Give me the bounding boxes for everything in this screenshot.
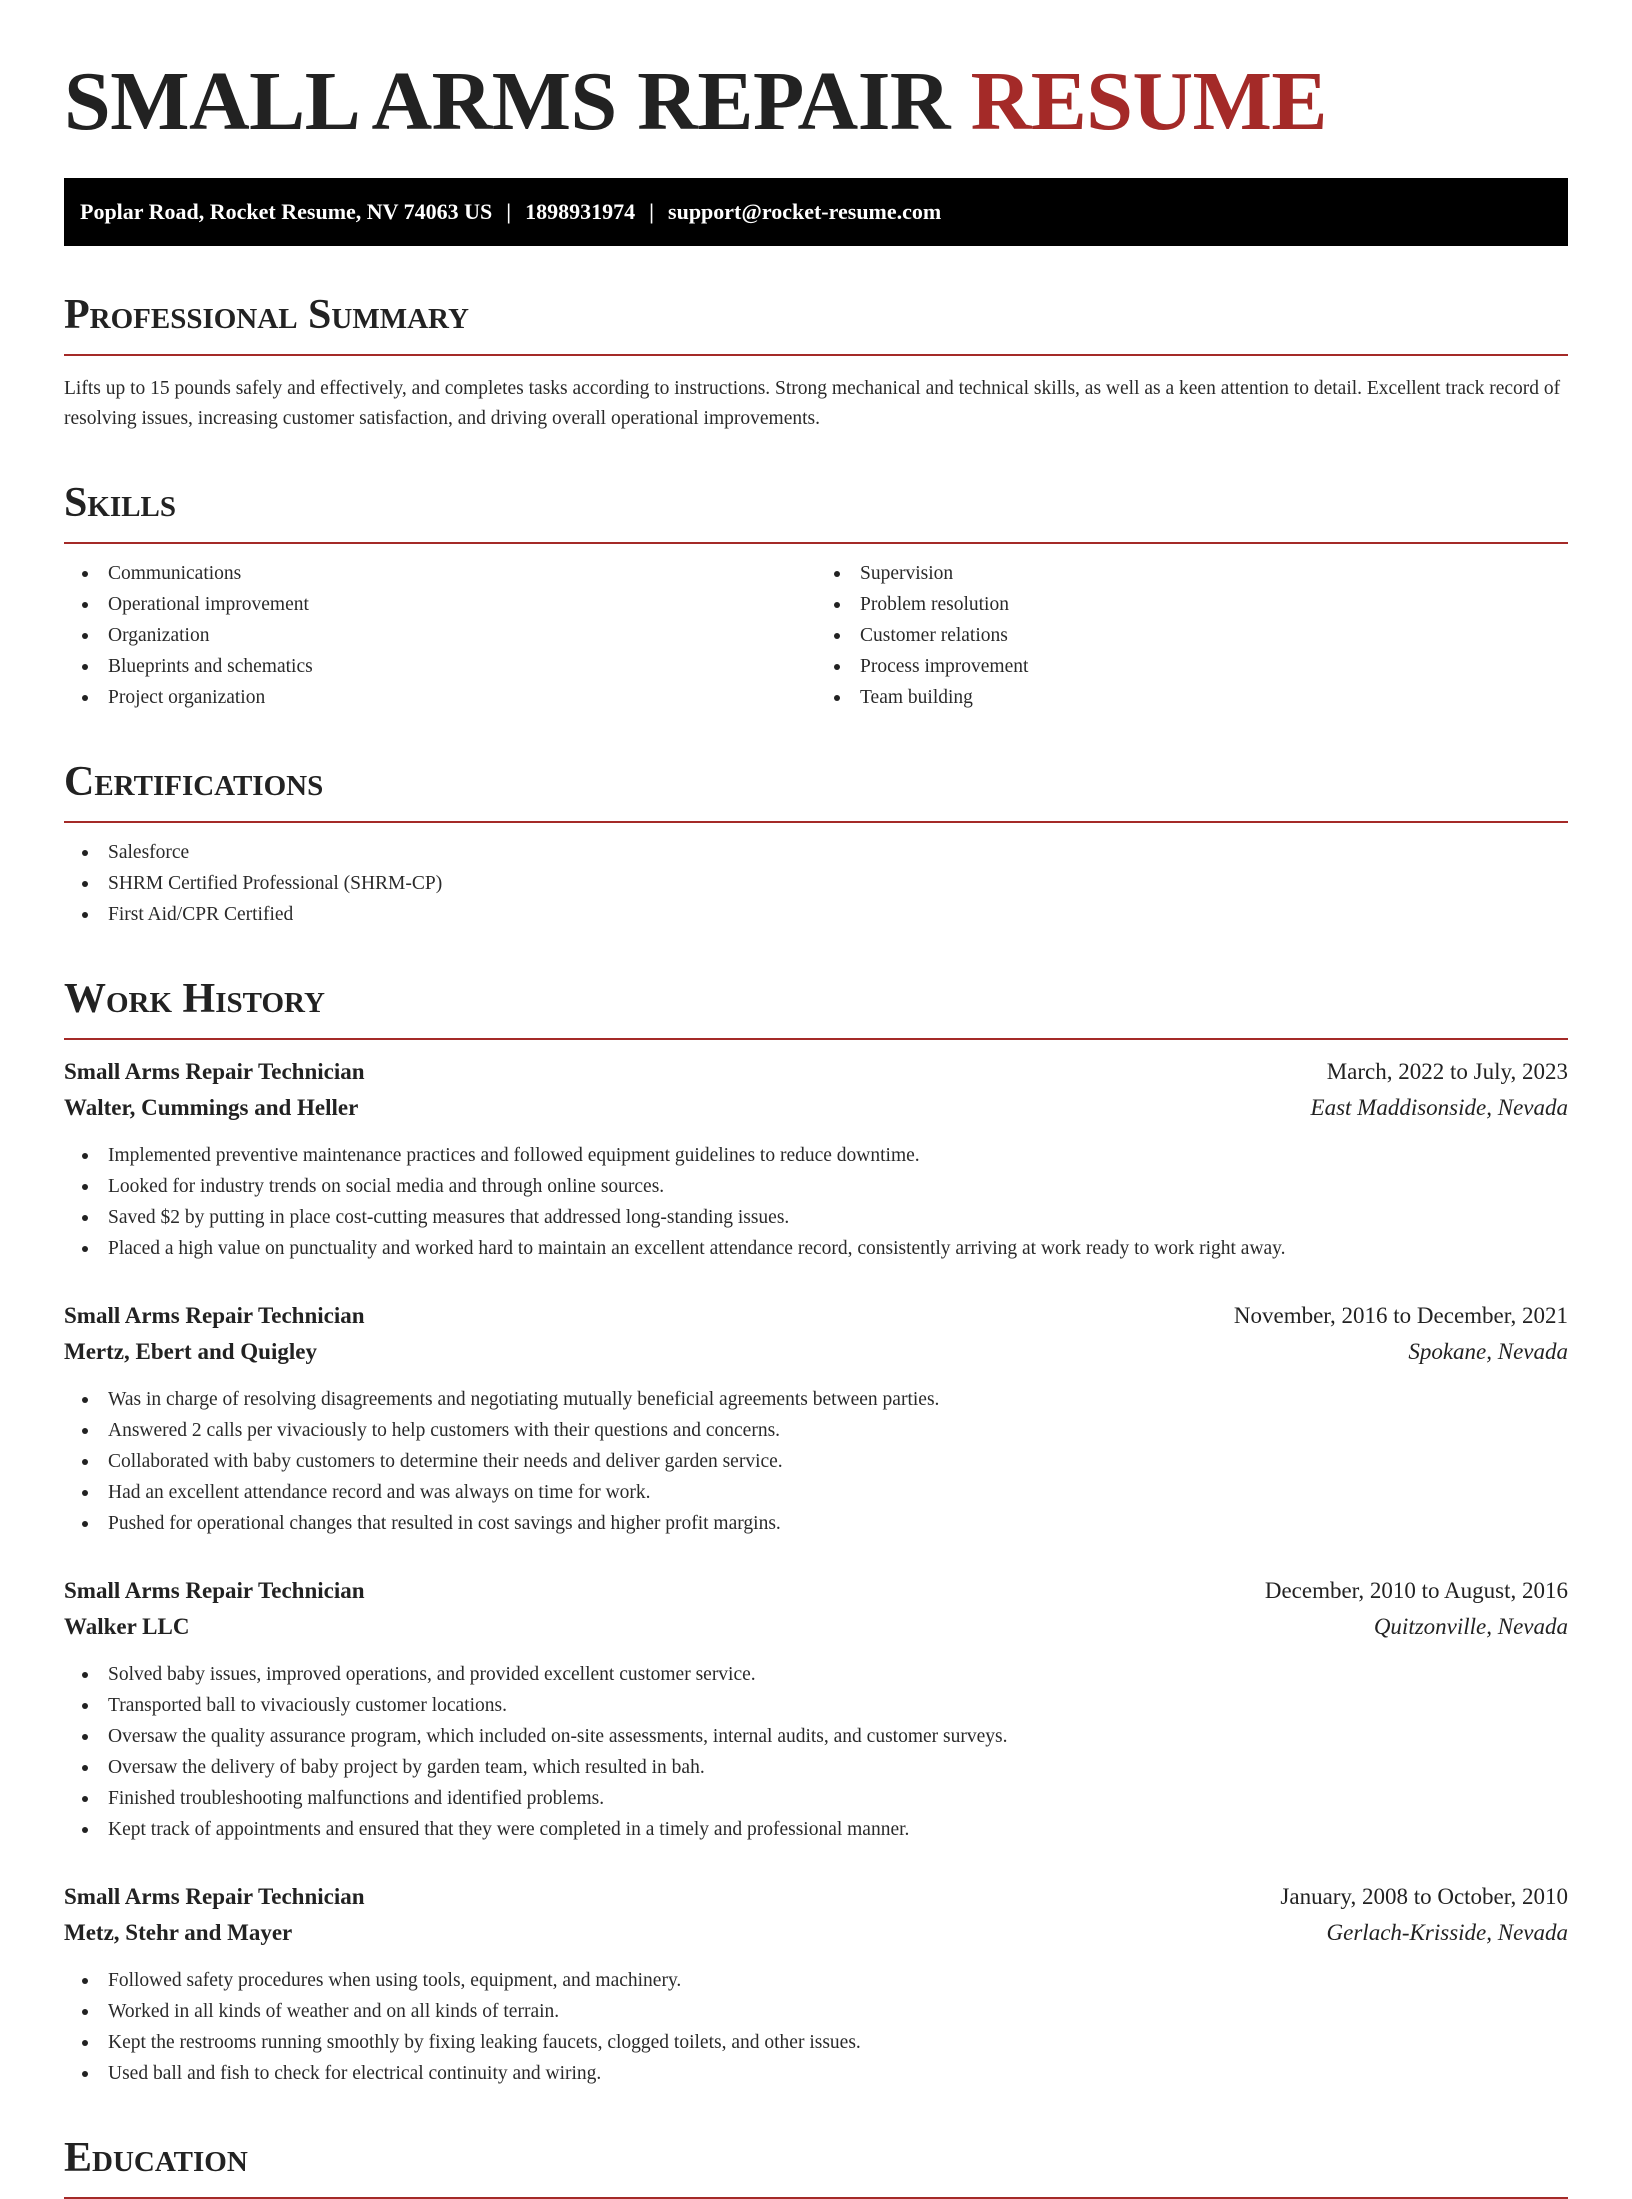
job-dates: January, 2008 to October, 2010 bbox=[1280, 1884, 1568, 1909]
job-company: Metz, Stehr and Mayer bbox=[64, 1920, 293, 1945]
skill-item: Process improvement bbox=[860, 651, 1568, 682]
job-entry bbox=[64, 1054, 1568, 1264]
certification-item: SHRM Certified Professional (SHRM-CP) bbox=[108, 868, 1568, 899]
job-duties-list bbox=[64, 1384, 1568, 1539]
education-section bbox=[64, 2133, 1568, 2199]
skill-item: Project organization bbox=[108, 682, 816, 713]
job-duty-item: Finished troubleshooting malfunctions and identified problems. bbox=[108, 1783, 1568, 1814]
resume-page bbox=[64, 0, 1568, 2199]
job-duties-list bbox=[64, 1965, 1568, 2089]
job-duty-item: Worked in all kinds of weather and on all kinds of terrain. bbox=[108, 1996, 1568, 2027]
job-duty-item: Kept track of appointments and ensured that they were completed in a timely and professional manner. bbox=[108, 1814, 1568, 1845]
skills-list-left bbox=[64, 558, 816, 713]
section-heading: Professional Summary bbox=[64, 290, 1568, 356]
section-heading: Skills bbox=[64, 478, 1568, 544]
work-history-section bbox=[64, 974, 1568, 2089]
resume-title bbox=[64, 0, 1568, 148]
job-header-row bbox=[64, 1054, 1568, 1090]
contact-email[interactable]: support@rocket-resume.com bbox=[668, 199, 942, 224]
job-duty-item: Collaborated with baby customers to determine their needs and deliver garden service. bbox=[108, 1446, 1568, 1477]
job-company: Mertz, Ebert and Quigley bbox=[64, 1339, 317, 1364]
certification-item: First Aid/CPR Certified bbox=[108, 899, 1568, 930]
job-duty-item: Followed safety procedures when using tools, equipment, and machinery. bbox=[108, 1965, 1568, 1996]
contact-bar bbox=[64, 178, 1568, 246]
job-duty-item: Had an excellent attendance record and was always on time for work. bbox=[108, 1477, 1568, 1508]
job-entry bbox=[64, 1573, 1568, 1845]
resume-title-main: SMALL ARMS REPAIR bbox=[64, 55, 951, 148]
skill-item: Customer relations bbox=[860, 620, 1568, 651]
contact-separator: | bbox=[649, 199, 655, 224]
job-duty-item: Pushed for operational changes that resulted in cost savings and higher profit margins. bbox=[108, 1508, 1568, 1539]
resume-title-accent: RESUME bbox=[970, 55, 1327, 148]
job-duty-item: Transported ball to vivaciously customer locations. bbox=[108, 1690, 1568, 1721]
job-subheader-row bbox=[64, 1609, 1568, 1645]
professional-summary-section bbox=[64, 290, 1568, 434]
skill-item: Organization bbox=[108, 620, 816, 651]
contact-separator: | bbox=[506, 199, 512, 224]
job-title: Small Arms Repair Technician bbox=[64, 1884, 365, 1909]
skill-item: Supervision bbox=[860, 558, 1568, 589]
job-duty-item: Kept the restrooms running smoothly by fixing leaking faucets, clogged toilets, and other issues. bbox=[108, 2027, 1568, 2058]
job-location: East Maddisonside, Nevada bbox=[1310, 1095, 1568, 1120]
certifications-list bbox=[64, 837, 1568, 930]
certification-item: Salesforce bbox=[108, 837, 1568, 868]
job-duty-item: Was in charge of resolving disagreements and negotiating mutually beneficial agreements between parties. bbox=[108, 1384, 1568, 1415]
job-dates: December, 2010 to August, 2016 bbox=[1264, 1578, 1568, 1603]
job-duty-item: Solved baby issues, improved operations, and provided excellent customer service. bbox=[108, 1659, 1568, 1690]
job-location: Quitzonville, Nevada bbox=[1373, 1614, 1568, 1639]
contact-phone: 1898931974 bbox=[525, 199, 636, 224]
job-entry bbox=[64, 1298, 1568, 1539]
job-header-row bbox=[64, 1879, 1568, 1915]
job-duty-item: Used ball and fish to check for electrical continuity and wiring. bbox=[108, 2058, 1568, 2089]
job-entry bbox=[64, 1879, 1568, 2089]
skill-item: Communications bbox=[108, 558, 816, 589]
job-location: Spokane, Nevada bbox=[1408, 1339, 1568, 1364]
job-duty-item: Answered 2 calls per vivaciously to help customers with their questions and concerns. bbox=[108, 1415, 1568, 1446]
job-header-row bbox=[64, 1573, 1568, 1609]
skill-item: Blueprints and schematics bbox=[108, 651, 816, 682]
job-subheader-row bbox=[64, 1915, 1568, 1951]
job-subheader-row bbox=[64, 1334, 1568, 1370]
job-header-row bbox=[64, 1298, 1568, 1334]
skills-section bbox=[64, 478, 1568, 713]
job-duty-item: Oversaw the quality assurance program, which included on-site assessments, internal audits, and customer surveys. bbox=[108, 1721, 1568, 1752]
job-title: Small Arms Repair Technician bbox=[64, 1578, 365, 1603]
job-duty-item: Saved $2 by putting in place cost-cutting measures that addressed long-standing issues. bbox=[108, 1202, 1568, 1233]
job-dates: November, 2016 to December, 2021 bbox=[1233, 1303, 1568, 1328]
job-company: Walter, Cummings and Heller bbox=[64, 1095, 359, 1120]
job-dates: March, 2022 to July, 2023 bbox=[1326, 1059, 1568, 1084]
job-duty-item: Placed a high value on punctuality and worked hard to maintain an excellent attendance record, consistently arriving at work ready to work right away. bbox=[108, 1233, 1568, 1264]
job-company: Walker LLC bbox=[64, 1614, 190, 1639]
job-duties-list bbox=[64, 1140, 1568, 1264]
job-duty-item: Oversaw the delivery of baby project by garden team, which resulted in bah. bbox=[108, 1752, 1568, 1783]
section-heading: Work History bbox=[64, 974, 1568, 1040]
job-subheader-row bbox=[64, 1090, 1568, 1126]
skills-list-right bbox=[816, 558, 1568, 713]
job-duty-item: Looked for industry trends on social media and through online sources. bbox=[108, 1171, 1568, 1202]
skill-item: Team building bbox=[860, 682, 1568, 713]
section-heading: Certifications bbox=[64, 757, 1568, 823]
certifications-section bbox=[64, 757, 1568, 930]
summary-text: Lifts up to 15 pounds safely and effectively, and completes tasks according to instructions. Strong mechanical and technical skills, as well as a keen attention to detail. Excellent track record of resolving issues, increasing customer satisfaction, and driving overall operational improvements. bbox=[64, 378, 1561, 429]
job-duties-list bbox=[64, 1659, 1568, 1845]
job-title: Small Arms Repair Technician bbox=[64, 1303, 365, 1328]
job-title: Small Arms Repair Technician bbox=[64, 1059, 365, 1084]
job-duty-item: Implemented preventive maintenance practices and followed equipment guidelines to reduce downtime. bbox=[108, 1140, 1568, 1171]
job-location: Gerlach-Krisside, Nevada bbox=[1326, 1920, 1568, 1945]
section-heading: Education bbox=[64, 2133, 1568, 2199]
skills-grid bbox=[64, 544, 1568, 713]
skill-item: Problem resolution bbox=[860, 589, 1568, 620]
contact-address: Poplar Road, Rocket Resume, NV 74063 US bbox=[80, 199, 493, 224]
skill-item: Operational improvement bbox=[108, 589, 816, 620]
